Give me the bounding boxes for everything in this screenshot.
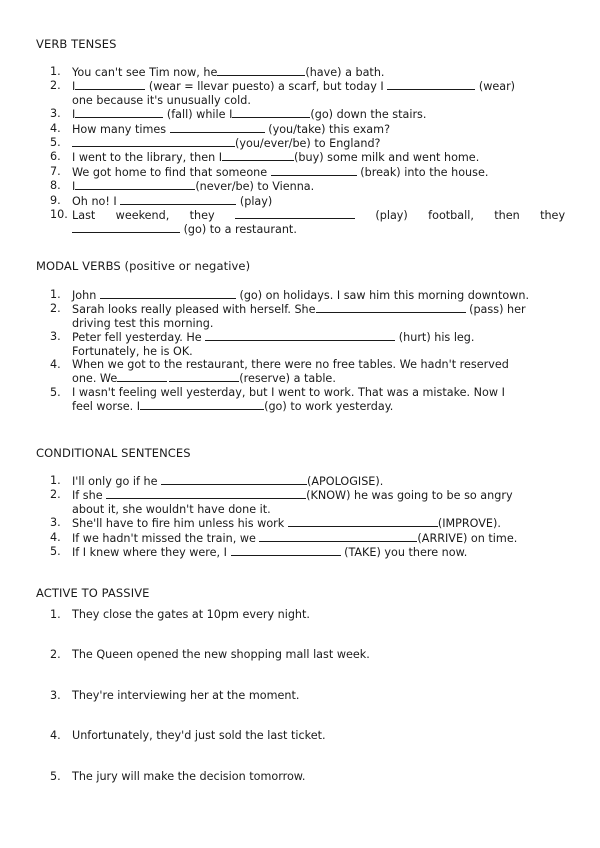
item-text: When we got to the restaurant, there were no free tables. We hadn't reserved [72,358,509,372]
item-text: weekend, [115,209,170,223]
verb-tenses-list [50,65,565,237]
item-text: I wasn't feeling well yesterday, but I went to work. That was a mistake. Now I [72,385,505,399]
answer-blank[interactable] [72,222,180,233]
answer-blank[interactable] [161,474,307,485]
list-item [50,474,565,488]
item-text: (TAKE) you there now. [344,546,468,560]
answer-blank[interactable] [140,399,264,410]
item-number: 4. [50,530,61,544]
conditional-list [50,474,565,559]
item-text: If she [72,489,103,503]
list-item [50,545,565,559]
item-text: (buy) some milk and went home. [294,151,480,165]
item-number: 4. [50,121,61,135]
answer-blank[interactable] [231,545,341,556]
item-text: (fall) while I [166,108,233,122]
list-item [50,531,565,545]
item-text: (have) a bath. [305,66,385,79]
item-text: (play) [239,194,273,208]
item-number: 4. [50,358,61,372]
active-passive-list [50,608,565,810]
item-text: Oh no! I [72,194,117,208]
item-text: (go) to a restaurant. [183,223,297,237]
answer-blank[interactable] [72,136,235,147]
list-item [50,689,565,702]
item-text: (you/ever/be) to England? [235,137,381,151]
item-number: 6. [50,150,61,164]
item-text: (KNOW) he was going to be so angry [306,489,513,503]
list-item [50,358,565,386]
item-number: 3. [50,330,61,344]
section-title-active-passive: ACTIVE TO PASSIVE [36,586,150,600]
item-text: about it, she wouldn't have done it. [72,502,271,516]
item-text: (go) on holidays. I saw him this morning downtown. [239,289,530,302]
item-text: (go) to work yesterday. [264,400,394,414]
item-number: 2. [50,488,61,502]
item-text: (go) down the stairs. [310,108,427,122]
item-number: 7. [50,164,61,178]
item-text: (ARRIVE) on time. [417,531,518,545]
item-number: 8. [50,179,61,193]
item-text: Sarah looks really pleased with herself. She [72,303,316,317]
modal-verbs-list [50,288,565,414]
list-item [50,79,565,107]
item-text: one because it's unusually cold. [72,93,251,107]
answer-blank[interactable] [235,208,355,219]
item-text: I'll only go if he [72,475,158,488]
item-text: They close the gates at 10pm every night. [72,608,310,621]
list-item [50,729,565,742]
item-text: (wear) [478,80,516,94]
answer-blank[interactable] [222,150,294,161]
list-item [50,107,565,121]
item-text: You can't see Tim now, he [72,66,218,79]
answer-blank[interactable] [259,531,417,542]
list-item [50,516,565,530]
item-number: 9. [50,193,61,207]
item-text: How many times [72,122,167,136]
item-number: 4. [50,729,61,743]
answer-blank[interactable] [75,107,163,118]
item-text: (hurt) his leg. [398,331,475,345]
item-number: 1. [50,474,61,487]
item-text: then [494,209,520,223]
list-item [50,150,565,164]
list-item [50,208,565,222]
answer-blank[interactable] [75,179,195,190]
item-text: (play) [375,209,408,223]
item-text: (pass) her [469,303,526,317]
list-item [50,288,565,302]
item-text: (IMPROVE). [437,517,501,531]
item-number: 1. [50,65,61,78]
list-item [50,136,565,150]
section-title-conditional: CONDITIONAL SENTENCES [36,446,191,460]
item-text: I [72,80,76,94]
answer-blank[interactable] [316,302,466,313]
item-text: John [72,289,97,302]
item-text: We got home to find that someone [72,165,268,179]
item-number: 5. [50,545,61,559]
item-text: (APOLOGISE). [307,475,384,488]
item-number: 10. [50,208,68,222]
list-item [50,65,565,79]
item-text: If we hadn't missed the train, we [72,531,256,545]
item-text: I [72,180,76,194]
section-title-verb-tenses: VERB TENSES [36,37,117,51]
item-text: She'll have to fire him unless his work [72,517,285,531]
list-item [50,302,565,330]
item-number: 1. [50,608,61,621]
item-number: 2. [50,79,61,93]
list-item [50,608,565,621]
answer-blank[interactable] [387,79,475,90]
item-text: (reserve) a table. [239,372,336,386]
list-item [50,179,565,193]
item-text: I [72,108,76,122]
list-item [50,488,565,516]
item-text: (never/be) to Vienna. [195,180,315,194]
list-item [50,194,565,208]
item-number: 5. [50,136,61,150]
item-text: (break) into the house. [360,165,489,179]
item-number: 2. [50,648,61,662]
item-text: I went to the library, then I [72,151,223,165]
answer-blank[interactable] [205,330,395,341]
item-number: 3. [50,107,61,121]
item-number: 5. [50,769,61,783]
answer-blank[interactable] [120,194,236,205]
item-text: Peter fell yesterday. He [72,331,202,345]
item-text: driving test this morning. [72,316,214,330]
list-item [50,648,565,661]
answer-blank[interactable] [169,371,239,382]
item-text: they [540,209,566,223]
answer-blank[interactable] [288,516,438,527]
list-item [50,165,565,179]
item-text: Last [72,209,96,223]
item-text: They're interviewing her at the moment. [72,688,300,702]
item-number: 3. [50,516,61,530]
answer-blank[interactable] [232,107,310,118]
item-text: Unfortunately, they'd just sold the last ticket. [72,729,326,743]
section-title-modal-verbs: MODAL VERBS (positive or negative) [36,259,251,273]
item-number: 2. [50,302,61,316]
answer-blank[interactable] [271,165,357,176]
item-text: football, [428,209,474,223]
item-number: 3. [50,688,61,702]
item-text: they [189,209,215,223]
list-item-continuation [50,222,565,236]
item-text: The jury will make the decision tomorrow. [72,769,306,783]
item-text: (wear = llevar puesto) a scarf, but today I [148,80,384,94]
item-text: feel worse. I [72,400,141,414]
answer-blank[interactable] [75,79,145,90]
item-text: The Queen opened the new shopping mall last week. [72,648,370,662]
item-text: (you/take) this exam? [268,122,391,136]
answer-blank[interactable] [117,371,167,382]
item-number: 5. [50,385,61,399]
list-item [50,770,565,783]
list-item [50,386,565,414]
item-text: one. We [72,372,118,386]
answer-blank[interactable] [217,65,305,76]
list-item [50,122,565,136]
item-text: If I knew where they were, I [72,546,227,560]
item-text: Fortunately, he is OK. [72,344,193,358]
answer-blank[interactable] [106,488,306,499]
answer-blank[interactable] [170,122,265,133]
item-number: 1. [50,288,61,301]
answer-blank[interactable] [100,288,236,299]
list-item [50,330,565,358]
